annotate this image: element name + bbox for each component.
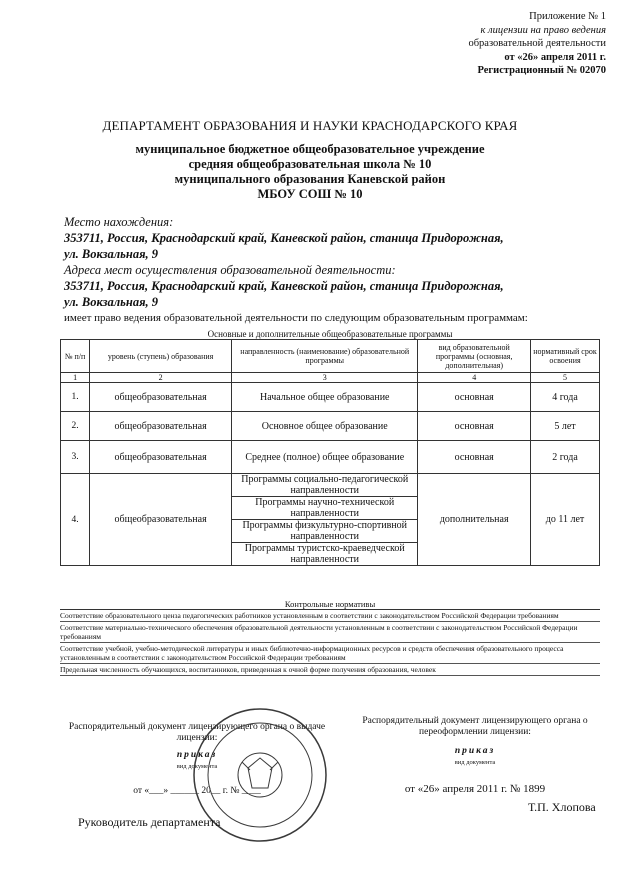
table-cell: 4.	[61, 474, 90, 566]
table-cell: до 11 лет	[531, 474, 600, 566]
norm-item: Соответствие учебной, учебно-методической литературы и иных библиотечно-информационных ресурсов и средств обеспечения образовательного процесса установленным в соответствии с законодательством Российской Федерации требованиям	[60, 643, 600, 664]
control-norms	[60, 600, 600, 676]
head-name: Т.П. Хлопова	[528, 800, 596, 814]
table-cell: 2.	[61, 412, 90, 441]
reissue-doc-title: Распорядительный документ лицензирующего органа о переоформлении лицензии:	[362, 716, 588, 737]
appendix-date: от «26» апреля 2011 г.	[504, 51, 606, 63]
colnum: 1	[61, 373, 90, 383]
table-cell: Среднее (полное) общее образование	[232, 441, 418, 474]
header-direction: направленность (наименование) образовательной программы	[232, 340, 418, 373]
location-value2: ул. Вокзальная, 9	[64, 247, 159, 261]
table-cell: общеобразовательная	[90, 383, 232, 412]
head-title: Руководитель департамента	[78, 815, 221, 829]
table-cell: 1.	[61, 383, 90, 412]
location-label: Место нахождения:	[64, 215, 174, 229]
reissue-doc-kind: вид документа	[454, 759, 496, 766]
colnum: 3	[232, 373, 418, 383]
table-cell: 5 лет	[531, 412, 600, 441]
school-line2: средняя общеобразовательная школа № 10	[188, 157, 432, 171]
header-kind: вид образовательной программы (основная, дополнительная)	[418, 340, 531, 373]
issuance-doc-title: Распорядительный документ лицензирующего органа о выдаче лицензии:	[68, 722, 326, 743]
colnum: 4	[418, 373, 531, 383]
school-line3: муниципального образования Каневской район	[174, 172, 446, 186]
colnum: 2	[90, 373, 232, 383]
norms-title: Контрольные нормативы	[60, 600, 600, 610]
table-cell: 2 года	[531, 441, 600, 474]
table-cell: 3.	[61, 441, 90, 474]
table-caption: Основные и дополнительные общеобразовательные программы	[207, 329, 453, 339]
activity-address-value1: 353711, Россия, Краснодарский край, Каневской район, станица Придорожная,	[64, 279, 504, 293]
table-cell: основная	[418, 412, 531, 441]
appendix-line2: к лицензии на право ведения	[480, 24, 606, 36]
header-num: № п/п	[61, 340, 90, 373]
appendix-line3: образовательной деятельности	[468, 38, 606, 49]
table-cell: Программы физкультурно-спортивной направленности	[232, 520, 418, 543]
table-cell: общеобразовательная	[90, 474, 232, 566]
location-block	[64, 214, 604, 326]
reissue-doc-block	[344, 716, 606, 795]
header-term: нормативный срок освоения	[531, 340, 600, 373]
table-cell: общеобразовательная	[90, 441, 232, 474]
table-cell: Начальное общее образование	[232, 383, 418, 412]
norm-item: Предельная численность обучающихся, воспитанников, приведенная к очной форме получения образования, человек	[60, 664, 600, 676]
appendix-regnum: Регистрационный № 02070	[477, 65, 606, 76]
activity-address-label: Адреса мест осуществления образовательной деятельности:	[64, 263, 396, 277]
header-level: уровень (ступень) образования	[90, 340, 232, 373]
reissue-prikaz: приказ	[454, 746, 496, 756]
table-cell: Основное общее образование	[232, 412, 418, 441]
table-cell: дополнительная	[418, 474, 531, 566]
school-name	[0, 142, 620, 202]
table-cell: Программы туристско-краеведческой направленности	[232, 543, 418, 566]
table-cell: основная	[418, 441, 531, 474]
school-short-name: МБОУ СОШ № 10	[257, 187, 363, 201]
activity-address-value2: ул. Вокзальная, 9	[64, 295, 159, 309]
issuance-doc-kind: вид документа	[176, 763, 218, 770]
rights-text: имеет право ведения образовательной деятельности по следующим образовательным программам:	[64, 312, 528, 324]
issuance-date: от «___» ______ 20__ г. № ____	[133, 786, 261, 796]
table-cell: 4 года	[531, 383, 600, 412]
norm-item: Соответствие материально-технического обеспечения образовательной деятельности установленным в соответствии с законодательством Российской Федерации требованиям	[60, 622, 600, 643]
appendix-line1: Приложение № 1	[529, 11, 606, 22]
school-line1: муниципальное бюджетное общеобразовательное учреждение	[135, 142, 485, 156]
table-cell: общеобразовательная	[90, 412, 232, 441]
issuance-prikaz: приказ	[176, 750, 218, 760]
department-title: ДЕПАРТАМЕНТ ОБРАЗОВАНИЯ И НАУКИ КРАСНОДАРСКОГО КРАЯ	[102, 118, 518, 133]
programs-table	[60, 329, 600, 566]
colnum: 5	[531, 373, 600, 383]
table-cell: Программы научно-технической направленности	[232, 497, 418, 520]
table-cell: основная	[418, 383, 531, 412]
norm-item: Соответствие образовательного ценза педагогических работников установленным в соответствии с законодательством Российской Федерации требованиям	[60, 610, 600, 622]
appendix-block	[468, 10, 606, 78]
table-cell: Программы социально-педагогической направленности	[232, 474, 418, 497]
reissue-date: от «26» апреля 2011 г. № 1899	[404, 783, 546, 795]
location-value1: 353711, Россия, Краснодарский край, Каневской район, станица Придорожная,	[64, 231, 504, 245]
